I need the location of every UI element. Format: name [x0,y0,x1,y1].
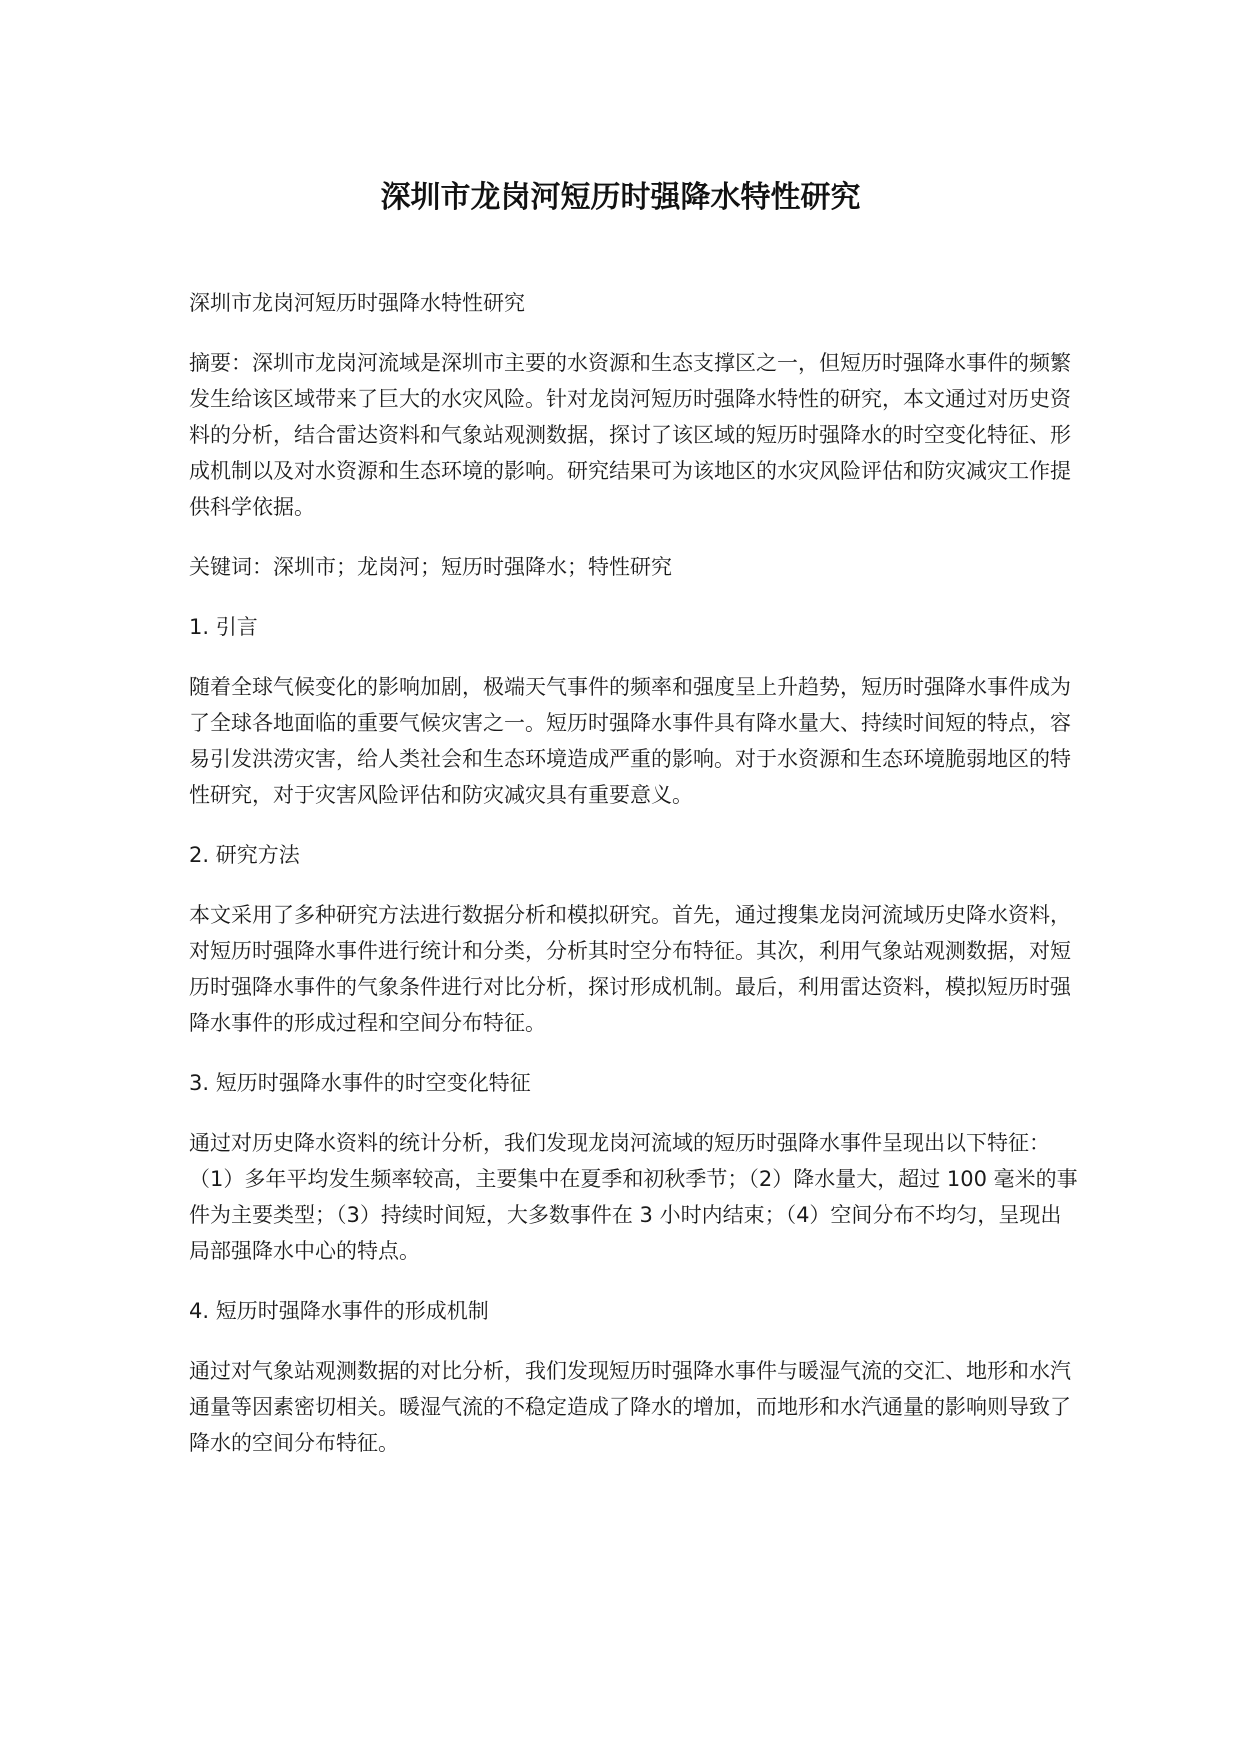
document-body [189,285,1079,1485]
section-heading-spatiotemporal: 3. 短历时强降水事件的时空变化特征 [189,1071,531,1095]
section-heading-introduction: 1. 引言 [189,615,258,639]
section-heading-mechanism: 4. 短历时强降水事件的形成机制 [189,1299,489,1323]
section-body-spatiotemporal: 通过对历史降水资料的统计分析，我们发现龙岗河流域的短历时强降水事件呈现出以下特征：（1）多年平均发生频率较高，主要集中在夏季和初秋季节；（2）降水量大，超过 100 毫米的事件为主要类型；（3）持续时间短，大多数事件在 3 小时内结束；（4）空间分布不均匀，呈现出局部强降水中心的特点。 [189,1131,1078,1263]
keywords-line: 关键词：深圳市；龙岗河；短历时强降水；特性研究 [189,555,672,579]
section-body-methods: 本文采用了多种研究方法进行数据分析和模拟研究。首先，通过搜集龙岗河流域历史降水资料，对短历时强降水事件进行统计和分类，分析其时空分布特征。其次，利用气象站观测数据，对短历时强降水事件的气象条件进行对比分析，探讨形成机制。最后，利用雷达资料，模拟短历时强降水事件的形成过程和空间分布特征。 [189,903,1071,1035]
abstract-paragraph: 摘要：深圳市龙岗河流域是深圳市主要的水资源和生态支撑区之一，但短历时强降水事件的频繁发生给该区域带来了巨大的水灾风险。针对龙岗河短历时强降水特性的研究，本文通过对历史资料的分析，结合雷达资料和气象站观测数据，探讨了该区域的短历时强降水的时空变化特征、形成机制以及对水资源和生态环境的影响。研究结果可为该地区的水灾风险评估和防灾减灾工作提供科学依据。 [189,351,1071,519]
section-body-introduction: 随着全球气候变化的影响加剧，极端天气事件的频率和强度呈上升趋势，短历时强降水事件成为了全球各地面临的重要气候灾害之一。短历时强降水事件具有降水量大、持续时间短的特点，容易引发洪涝灾害，给人类社会和生态环境造成严重的影响。对于水资源和生态环境脆弱地区的特性研究，对于灾害风险评估和防灾减灾具有重要意义。 [189,675,1071,807]
document-title: 深圳市龙岗河短历时强降水特性研究 [380,180,861,215]
section-body-mechanism: 通过对气象站观测数据的对比分析，我们发现短历时强降水事件与暖湿气流的交汇、地形和水汽通量等因素密切相关。暖湿气流的不稳定造成了降水的增加，而地形和水汽通量的影响则导致了降水的空间分布特征。 [189,1359,1071,1455]
section-heading-methods: 2. 研究方法 [189,843,300,867]
document-subtitle: 深圳市龙岗河短历时强降水特性研究 [189,291,525,315]
